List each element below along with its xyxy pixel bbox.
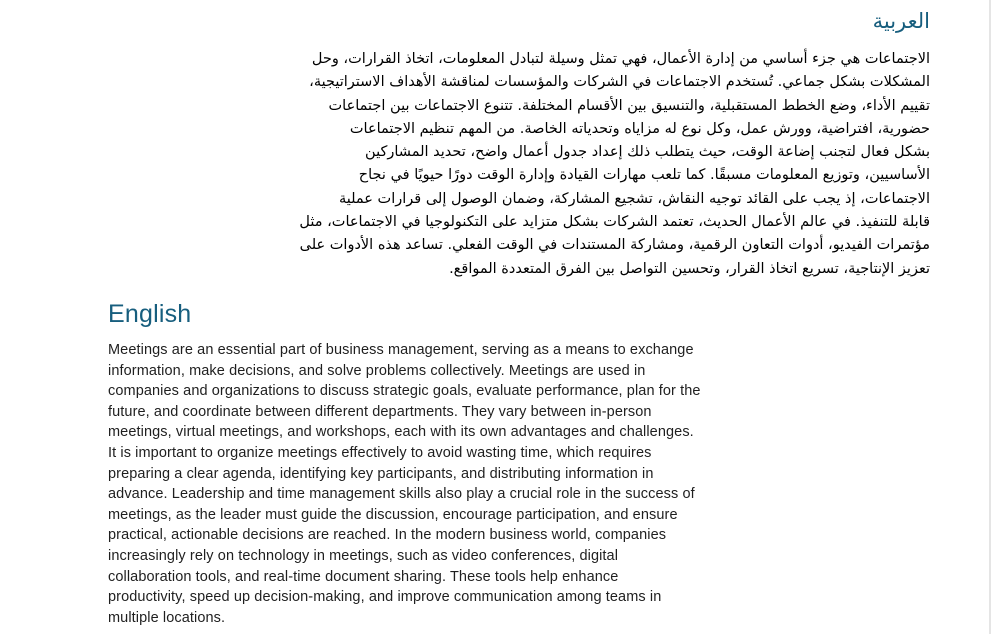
document-page (108, 0, 930, 628)
text-line: It is important to organize meetings effectively to avoid wasting time, which requires (108, 444, 652, 461)
text-line: تقييم الأداء، وضع الخطط المستقبلية، والتنسيق بين الأقسام المختلفة. تتنوع الاجتماعات بين اجتماعات (328, 97, 930, 114)
text-line: meetings, as the leader must guide the discussion, encourage participation, and ensure (108, 506, 678, 523)
page-edge-line (989, 0, 991, 634)
text-line: increasingly rely on technology in meetings, such as video conferences, digital (108, 547, 619, 564)
text-line: الأساسيين، وتوزيع المعلومات مسبقًا. كما تلعب مهارات القيادة وإدارة الوقت دورًا حيويًا في نجاح (358, 167, 930, 184)
text-line: advance. Leadership and time management skills also play a crucial role in the success of (108, 486, 695, 503)
text-line: practical, actionable decisions are reached. In the modern business world, companies (108, 527, 667, 544)
text-line: المشكلات بشكل جماعي. تُستخدم الاجتماعات في الشركات والمؤسسات لمناقشة الأهداف الاستراتيجية، (309, 74, 930, 91)
english-paragraph (108, 340, 930, 628)
text-line: تعزيز الإنتاجية، تسريع اتخاذ القرار، وتحسين التواصل بين الفرق المتعددة المواقع. (449, 260, 930, 277)
text-line: future, and coordinate between different departments. They vary between in-person (108, 403, 652, 420)
arabic-section-heading: العربية (872, 9, 930, 33)
text-line: meetings, virtual meetings, and workshops, each with its own advantages and challenges. (108, 424, 694, 441)
arabic-paragraph (108, 48, 930, 281)
english-section-heading: English (108, 299, 192, 328)
text-line: Meetings are an essential part of business management, serving as a means to exchange (108, 341, 694, 358)
text-line: multiple locations. (108, 609, 226, 626)
text-line: information, make decisions, and solve problems collectively. Meetings are used in (108, 362, 646, 379)
text-line: بشكل فعال لتجنب إضاعة الوقت، حيث يتطلب ذلك إعداد جدول أعمال واضح، تحديد المشاركين (365, 144, 930, 161)
text-line: collaboration tools, and real-time document sharing. These tools help enhance (108, 568, 619, 585)
text-line: productivity, speed up decision-making, and improve communication among teams in (108, 589, 662, 606)
text-line: مؤتمرات الفيديو، أدوات التعاون الرقمية، ومشاركة المستندات في الوقت الفعلي. تساعد هذه الأدوات على (299, 237, 930, 254)
text-line: قابلة للتنفيذ. في عالم الأعمال الحديث، تعتمد الشركات بشكل متزايد على التكنولوجيا في الاجتماعات، مثل (299, 214, 930, 231)
text-line: حضورية، افتراضية، وورش عمل، وكل نوع له مزاياه وتحدياته الخاصة. من المهم تنظيم الاجتماعات (349, 120, 930, 137)
text-line: الاجتماعات، إذ يجب على القائد توجيه النقاش، تشجيع المشاركة، وضمان الوصول إلى قرارات عملية (338, 190, 930, 207)
text-line: preparing a clear agenda, identifying key participants, and distributing information in (108, 465, 654, 482)
text-line: companies and organizations to discuss strategic goals, evaluate performance, plan for the (108, 383, 701, 400)
text-line: الاجتماعات هي جزء أساسي من إدارة الأعمال، فهي تمثل وسيلة لتبادل المعلومات، اتخاذ القرارات، وحل (311, 51, 930, 67)
